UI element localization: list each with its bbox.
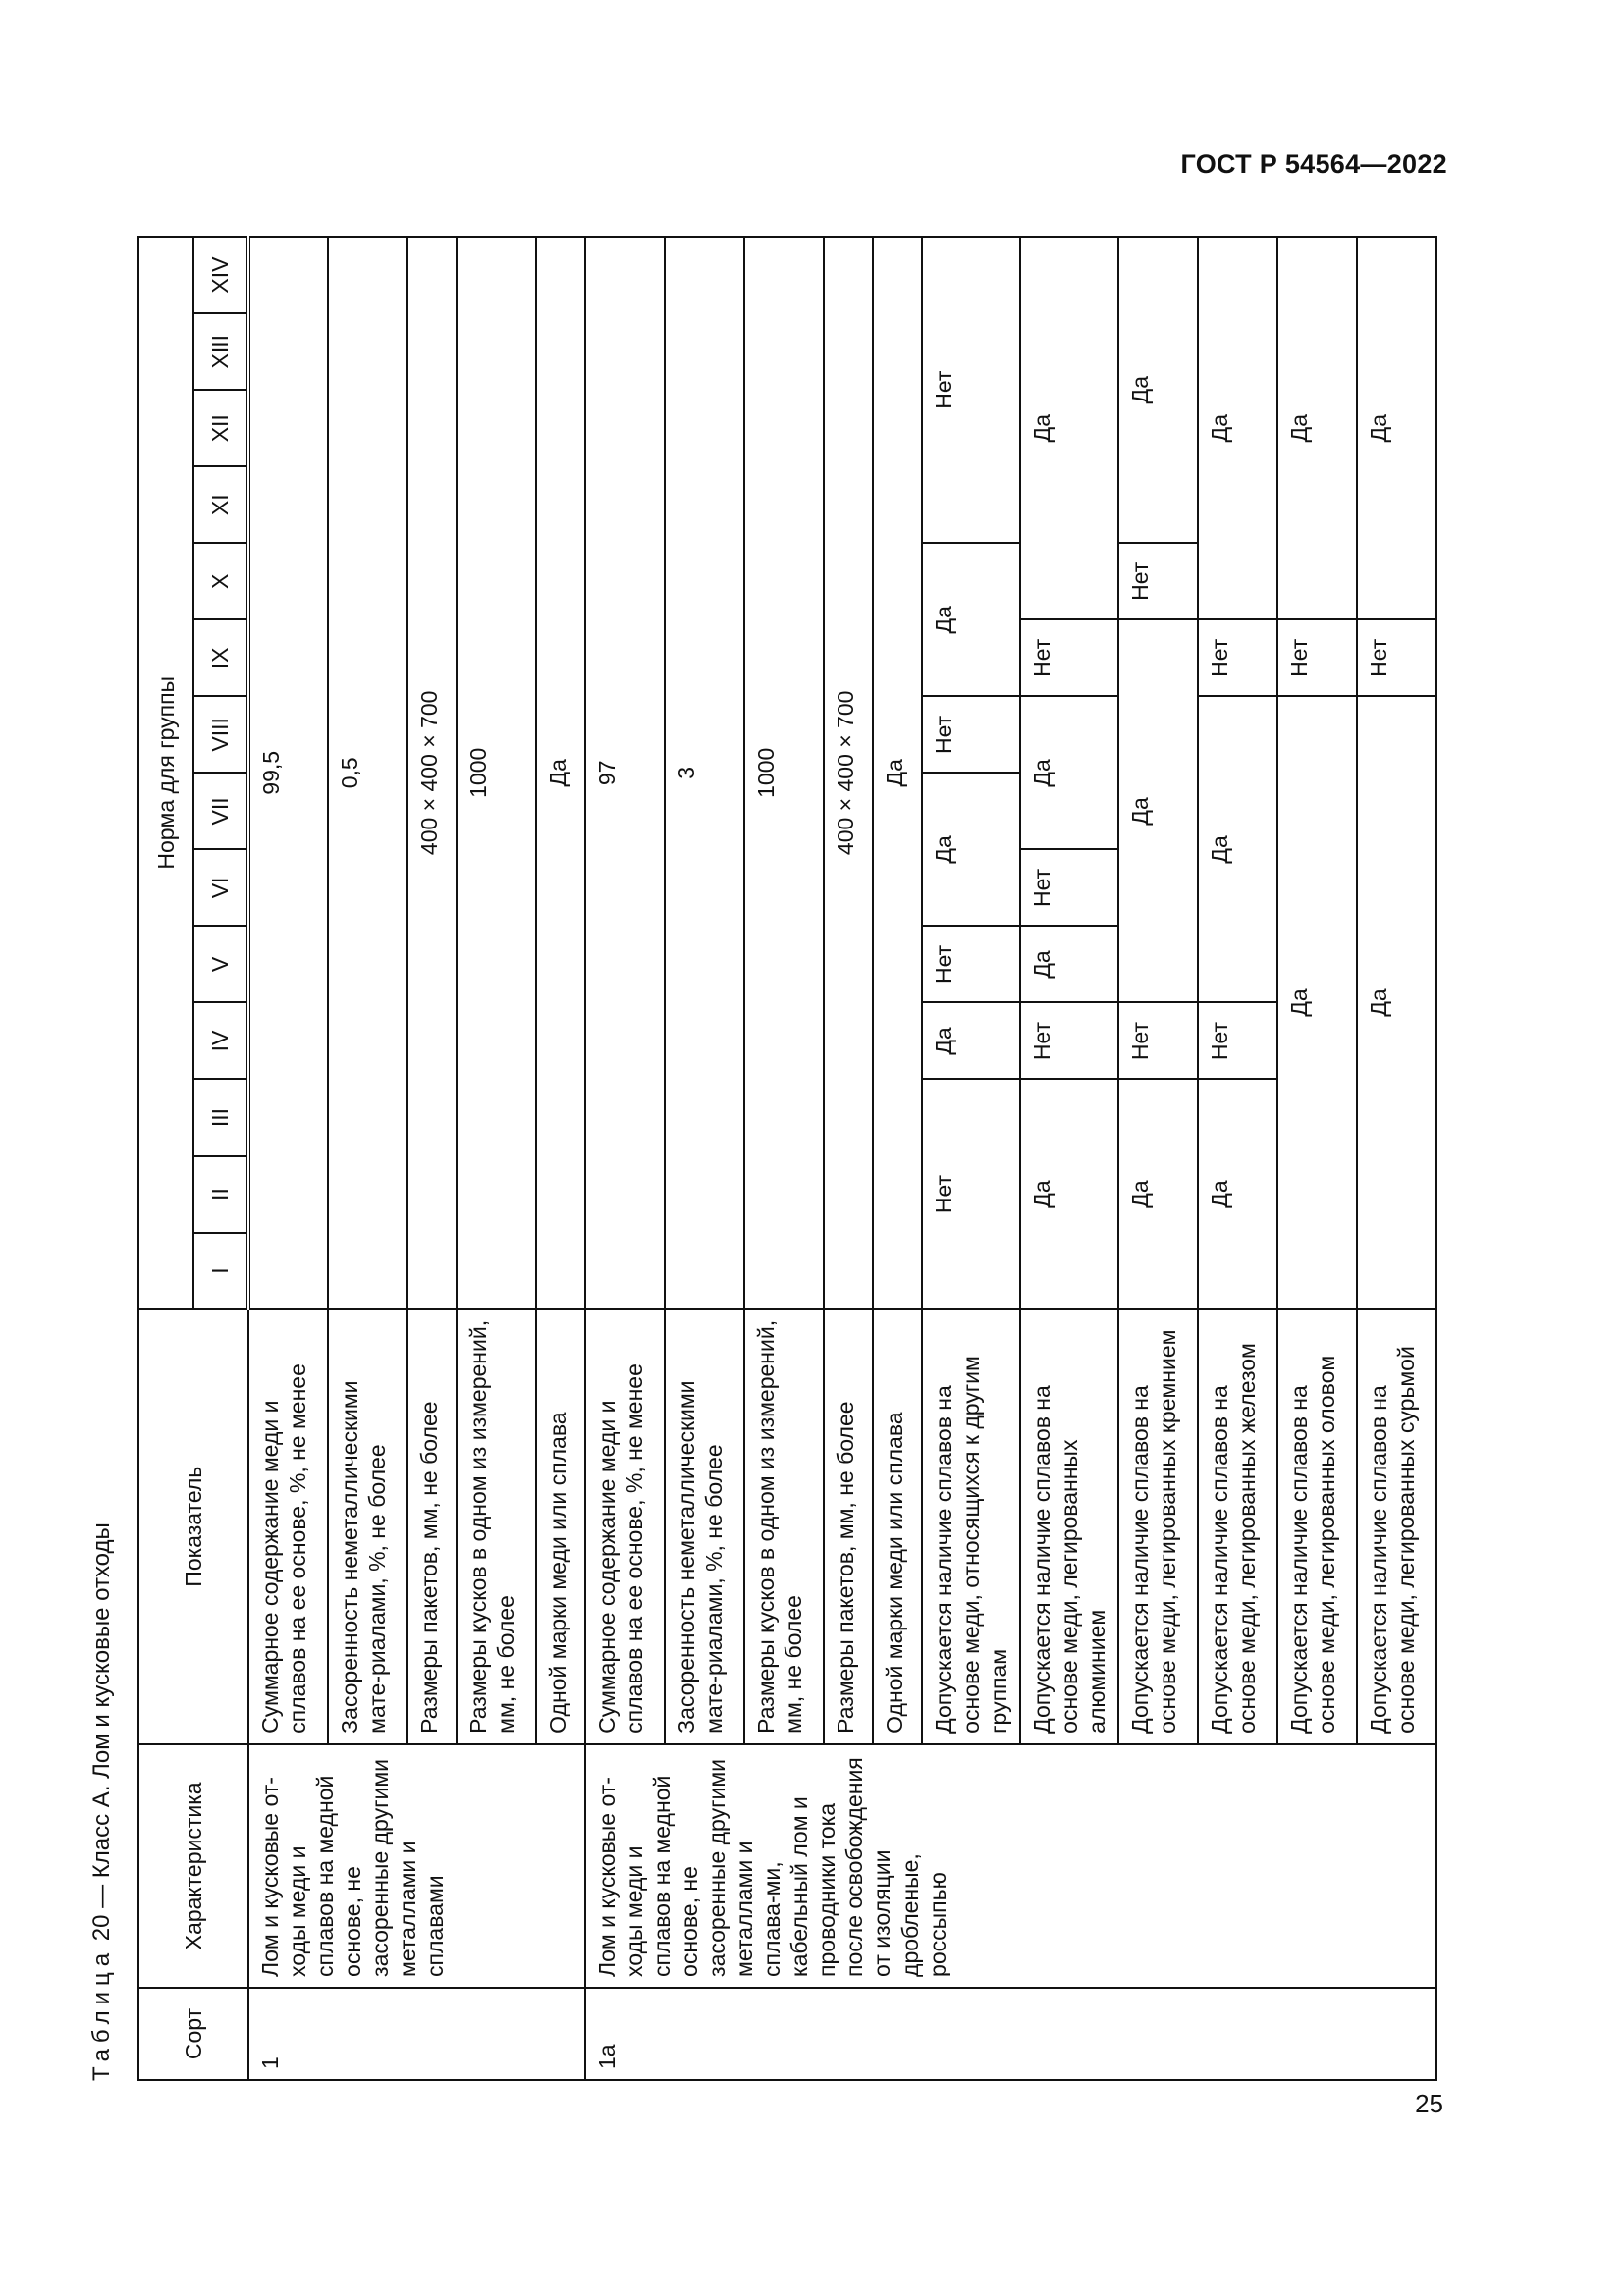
characteristic-cell: Лом и кусковые от-ходы меди и сплавов на медной основе, не засоренные другими металлами и сплава-ми, кабельный лом и проводники тока после освобождения от изоляции дробленые, россыпью bbox=[585, 1744, 1436, 1988]
header-group: VIII bbox=[193, 696, 248, 773]
indicator-cell: Одной марки меди или сплава bbox=[873, 1309, 922, 1744]
value-cell: Да bbox=[1020, 237, 1118, 619]
characteristic-cell: Лом и кусковые от-ходы меди и сплавов на медной основе, не засоренные другими металлами и сплавами bbox=[248, 1744, 585, 1988]
value-cell: Нет bbox=[1198, 619, 1277, 696]
value-cell: Да bbox=[1020, 696, 1118, 849]
value-cell: Нет bbox=[1198, 1002, 1277, 1079]
value-cell: Да bbox=[1020, 926, 1118, 1002]
document-header: ГОСТ Р 54564—2022 bbox=[1180, 149, 1447, 179]
rotated-table-area bbox=[88, 236, 1424, 2081]
indicator-cell: Допускается наличие сплавов на основе меди, легированных железом bbox=[1198, 1309, 1277, 1744]
indicator-cell: Размеры кусков в одном из измерений, мм, не более bbox=[744, 1309, 824, 1744]
value-cell: Да bbox=[1118, 237, 1198, 543]
value-cell: Да bbox=[1277, 237, 1357, 619]
indicator-cell: Суммарное содержание меди и сплавов на ее основе, %, не менее bbox=[248, 1309, 328, 1744]
indicator-cell: Одной марки меди или сплава bbox=[536, 1309, 585, 1744]
value-cell: Нет bbox=[922, 926, 1020, 1002]
header-norm-group: Норма для группы bbox=[138, 237, 193, 1309]
header-group: X bbox=[193, 543, 248, 619]
header-group: III bbox=[193, 1080, 248, 1156]
header-group: II bbox=[193, 1156, 248, 1233]
header-group: I bbox=[193, 1233, 248, 1309]
value-cell: Да bbox=[1277, 696, 1357, 1308]
header-group: VII bbox=[193, 773, 248, 849]
value-cell: Да bbox=[536, 237, 585, 1309]
table-row bbox=[585, 237, 665, 2080]
value-cell: 400 × 400 × 700 bbox=[824, 237, 873, 1309]
value-cell: Да bbox=[1198, 696, 1277, 1002]
indicator-cell: Допускается наличие сплавов на основе меди, легированных кремнием bbox=[1118, 1309, 1198, 1744]
header-group: XI bbox=[193, 466, 248, 543]
sort-cell: 1 bbox=[248, 1988, 585, 2080]
indicator-cell: Допускается наличие сплавов на основе меди, легированных сурьмой bbox=[1357, 1309, 1436, 1744]
value-cell: 1000 bbox=[457, 237, 536, 1309]
value-cell: Да bbox=[873, 237, 922, 1309]
value-cell: Да bbox=[1118, 619, 1198, 1002]
header-group: VI bbox=[193, 849, 248, 926]
value-cell: Да bbox=[1198, 1080, 1277, 1309]
value-cell: Да bbox=[1020, 1080, 1118, 1309]
header-group: XIII bbox=[193, 313, 248, 390]
header-group: IV bbox=[193, 1002, 248, 1079]
indicator-cell: Допускается наличие сплавов на основе меди, легированных оловом bbox=[1277, 1309, 1357, 1744]
header-sort: Сорт bbox=[138, 1988, 248, 2080]
value-cell: Нет bbox=[922, 237, 1020, 543]
indicator-cell: Суммарное содержание меди и сплавов на ее основе, %, не менее bbox=[585, 1309, 665, 1744]
indicator-cell: Размеры кусков в одном из измерений, мм, не более bbox=[457, 1309, 536, 1744]
indicator-cell: Засоренность неметаллическими мате-риалами, %, не более bbox=[328, 1309, 407, 1744]
sort-cell: 1а bbox=[585, 1988, 1436, 2080]
value-cell: Нет bbox=[922, 696, 1020, 773]
table-caption bbox=[88, 1522, 117, 2081]
value-cell: 99,5 bbox=[248, 237, 328, 1309]
header-characteristic: Характеристика bbox=[138, 1744, 248, 1988]
value-cell: 1000 bbox=[744, 237, 824, 1309]
value-cell: Да bbox=[1118, 1080, 1198, 1309]
value-cell: Да bbox=[1357, 696, 1436, 1308]
value-cell: Нет bbox=[1277, 619, 1357, 696]
caption-label: Таблица bbox=[88, 1947, 115, 2081]
norms-table bbox=[137, 236, 1437, 2081]
value-cell: Да bbox=[922, 1002, 1020, 1079]
caption-text: 20 — Класс А. Лом и кусковые отходы bbox=[88, 1522, 115, 1942]
indicator-cell: Засоренность неметаллическими мате-риалами, %, не более bbox=[665, 1309, 744, 1744]
header-indicator: Показатель bbox=[138, 1309, 248, 1744]
value-cell: Да bbox=[1198, 237, 1277, 619]
value-cell: Нет bbox=[922, 1080, 1020, 1309]
value-cell: Нет bbox=[1118, 1002, 1198, 1079]
value-cell: Нет bbox=[1118, 543, 1198, 619]
header-group: XIV bbox=[193, 237, 248, 313]
value-cell: Да bbox=[922, 773, 1020, 926]
value-cell: 0,5 bbox=[328, 237, 407, 1309]
header-group: XII bbox=[193, 390, 248, 466]
indicator-cell: Допускается наличие сплавов на основе меди, легированных алюминием bbox=[1020, 1309, 1118, 1744]
value-cell: Нет bbox=[1357, 619, 1436, 696]
value-cell: 97 bbox=[585, 237, 665, 1309]
header-group: IX bbox=[193, 619, 248, 696]
value-cell: 3 bbox=[665, 237, 744, 1309]
value-cell: Да bbox=[922, 543, 1020, 696]
value-cell: Нет bbox=[1020, 619, 1118, 696]
value-cell: Нет bbox=[1020, 849, 1118, 926]
indicator-cell: Допускается наличие сплавов на основе меди, относящихся к другим группам bbox=[922, 1309, 1020, 1744]
value-cell: 400 × 400 × 700 bbox=[407, 237, 457, 1309]
value-cell: Да bbox=[1357, 237, 1436, 619]
table-row bbox=[248, 237, 328, 2080]
indicator-cell: Размеры пакетов, мм, не более bbox=[407, 1309, 457, 1744]
page-number: 25 bbox=[1415, 2089, 1443, 2118]
indicator-cell: Размеры пакетов, мм, не более bbox=[824, 1309, 873, 1744]
header-group: V bbox=[193, 926, 248, 1002]
value-cell: Нет bbox=[1020, 1002, 1118, 1079]
